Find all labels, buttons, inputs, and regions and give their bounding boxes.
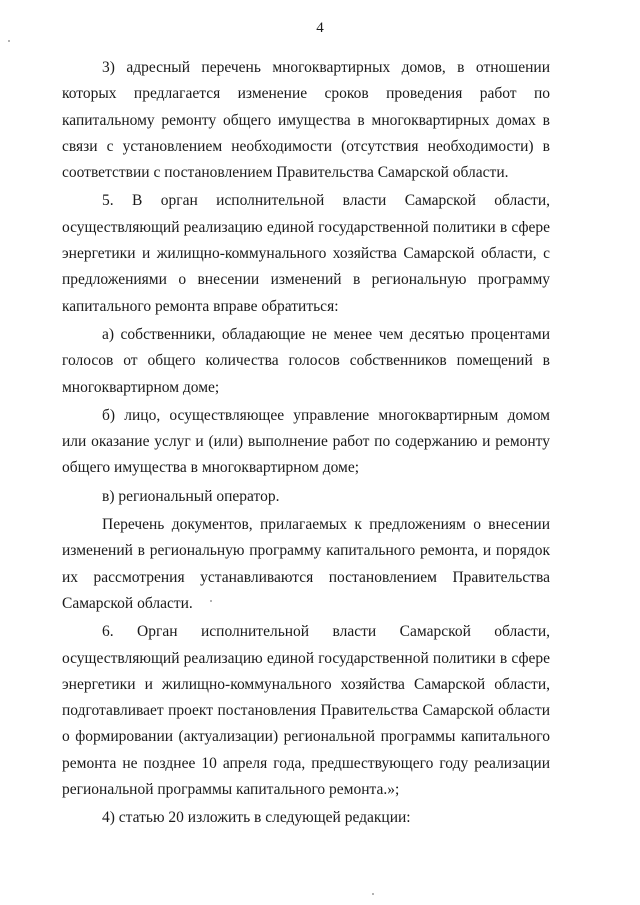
paragraph-item-4-article-20: 4) статью 20 изложить в следующей редакции: <box>102 809 411 827</box>
paragraph-sub-v: в) региональный оператор. <box>102 487 280 505</box>
paragraph-documents-list: Перечень документов, прилагаемых к предложениям о внесении изменений в региональную программу капитального ремонта, и порядок их рассмотрения устанавливаются постановлением Правительства Самарской области. <box>62 516 550 612</box>
document-body <box>62 55 550 834</box>
paragraph-section-5: 5. В орган исполнительной власти Самарской области, осуществляющий реализацию единой государственной политики в сфере энергетики и жилищно-коммунального хозяйства Самарской области, с предложениями о внесении изменений в региональную программу капитального ремонта вправе обратиться: <box>62 192 550 315</box>
page-number: 4 <box>316 20 324 36</box>
paragraph-item-3-address-list: 3) адресный перечень многоквартирных домов, в отношении которых предлагается изменение сроков проведения работ по капитальному ремонту общего имущества в многоквартирных домах в связи с установлением необходимости (отсутствия необходимости) в соответствии с постановлением Правительства Самарской области. <box>62 59 550 182</box>
scan-speck <box>210 600 212 602</box>
scan-speck <box>372 893 374 895</box>
paragraph-sub-a: а) собственники, обладающие не менее чем десятью процентами голосов от общего количества голосов собственников помещений в многоквартирном доме; <box>62 325 550 396</box>
paragraph-section-6: 6. Орган исполнительной власти Самарской области, осуществляющий реализацию единой государственной политики в сфере энергетики и жилищно-коммунального хозяйства Самарской области, подготавливает проект постановления Правительства Самарской области о формировании (актуализации) региональной программы капитального ремонта не позднее 10 апреля года, предшествующего году реализации региональной программы капитального ремонта.»; <box>62 623 550 799</box>
paragraph-sub-b: б) лицо, осуществляющее управление многоквартирным домом или оказание услуг и (или) выполнение работ по содержанию и ремонту общего имущества в многоквартирном доме; <box>62 406 550 477</box>
scan-speck <box>8 40 10 42</box>
